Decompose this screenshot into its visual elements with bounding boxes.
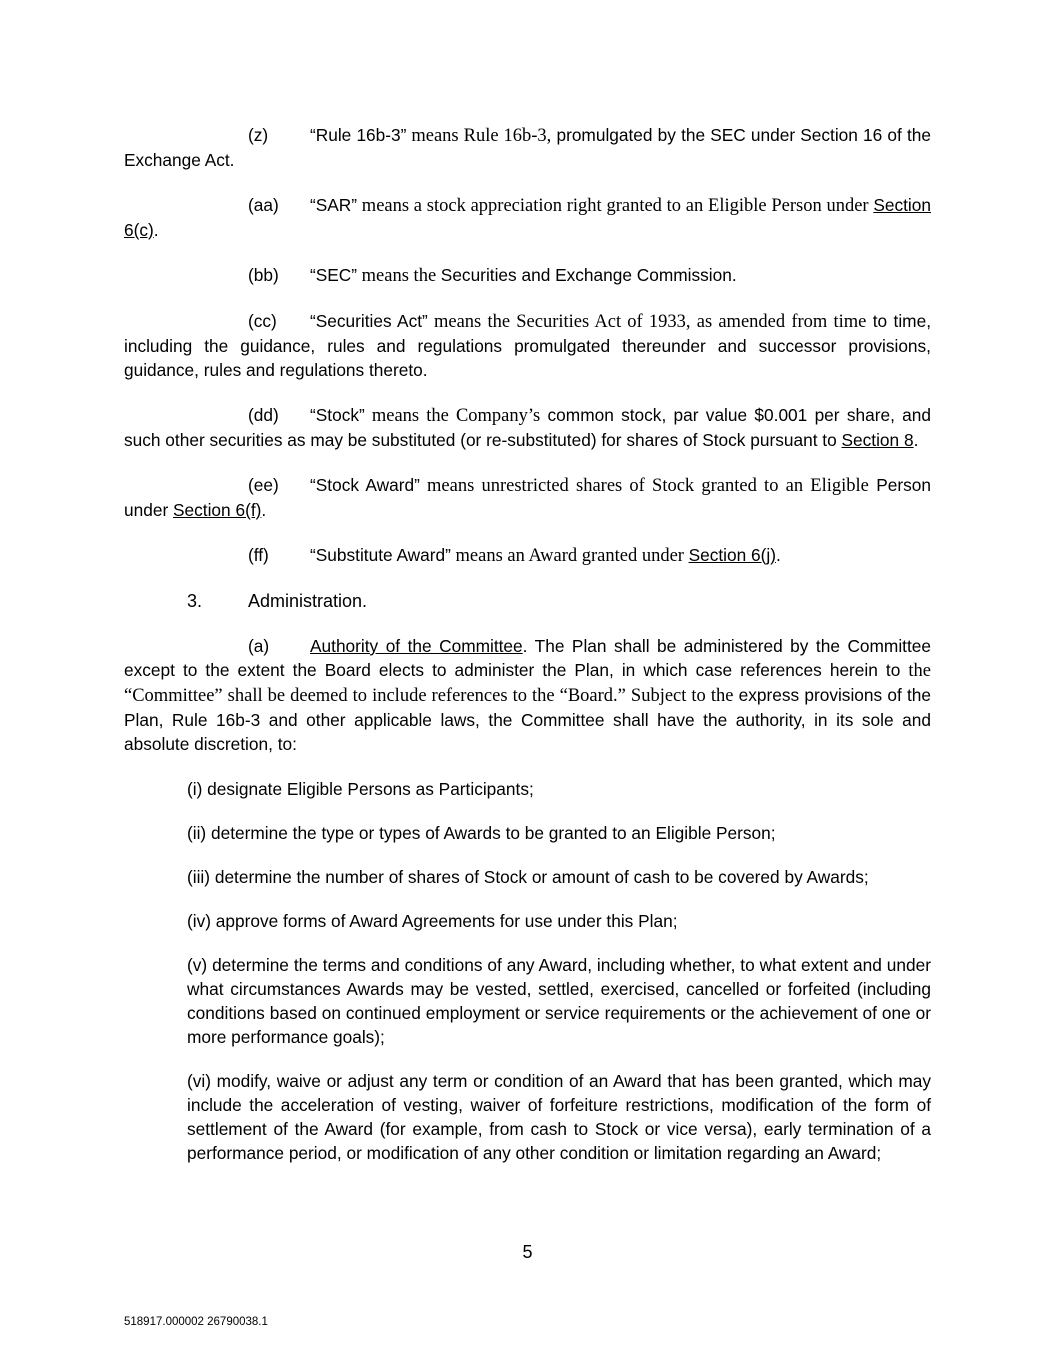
definition-text: means the Securities Act of 1933, as amended from time xyxy=(427,312,867,332)
definition-label: (aa) xyxy=(248,195,279,215)
definition-label: (cc) xyxy=(248,311,277,331)
list-item: (vi) modify, waive or adjust any term or condition of an Award that has been granted, which may include the acceleration of vesting, waiver of forfeiture restrictions, modification of the form of settlement of the Award (for example, from cash to Stock or vice versa), early termination of a performance period, or modification of any other condition or limitation regarding an Award; xyxy=(187,1071,931,1163)
list-item: (i) designate Eligible Persons as Participants; xyxy=(187,779,534,799)
page-number: 5 xyxy=(522,1242,533,1262)
definition-text: means the Company’s xyxy=(364,406,541,426)
definition-sec xyxy=(124,263,931,288)
defined-term: “SAR” xyxy=(310,195,358,215)
definition-text: means the xyxy=(357,266,441,286)
definition-label: (ee) xyxy=(248,475,279,495)
definition-text: means a stock appreciation right granted to an Eligible Person under xyxy=(357,196,874,216)
defined-term: “Stock” xyxy=(310,405,365,425)
paragraph-text: express provisions of the Plan, Rule 16b-3 and other applicable laws, the Committee shall have the authority, in its sole and absolute discretion, to: xyxy=(124,685,931,754)
section-reference: Section 6(c) xyxy=(124,195,931,240)
punctuation: . xyxy=(153,220,159,240)
definition-text: means unrestricted shares of Stock granted to an Eligible xyxy=(419,476,869,496)
definition-text: Person under xyxy=(124,475,932,520)
section-title: Administration. xyxy=(248,591,368,611)
list-item: (iii) determine the number of shares of Stock or amount of cash to be covered by Awards; xyxy=(187,867,869,887)
definition-label: (ff) xyxy=(248,545,269,565)
defined-term: “Rule 16b-3” xyxy=(310,125,407,145)
document-body xyxy=(124,123,931,1185)
section-reference: Section 6(j) xyxy=(688,545,776,565)
definition-label: (bb) xyxy=(248,265,279,285)
defined-term: “Stock Award” xyxy=(310,475,420,495)
definition-text: Securities and Exchange Commission. xyxy=(440,265,737,285)
definition-text: to time, including the guidance, rules and regulations promulgated thereunder and successor provisions, guidance, rules and regulations thereto. xyxy=(124,311,931,380)
definition-sar xyxy=(124,193,931,242)
definition-label: (dd) xyxy=(248,405,279,425)
section-number: 3. xyxy=(187,591,203,611)
definition-substitute-award xyxy=(124,543,931,568)
defined-term: “SEC” xyxy=(310,265,358,285)
paragraph-text: . The Plan shall be administered by the Committee except to the extent the Board elects to administer the Plan, in which case references herein to xyxy=(124,636,931,680)
document-id: 518917.000002 26790038.1 xyxy=(124,1316,268,1328)
definition-rule-16b-3 xyxy=(124,123,931,172)
defined-term: “Substitute Award” xyxy=(310,545,451,565)
list-item: (iv) approve forms of Award Agreements for use under this Plan; xyxy=(187,911,678,931)
section-reference: Section 8 xyxy=(841,430,914,450)
punctuation: . xyxy=(261,500,267,520)
definition-stock-award xyxy=(124,473,931,522)
definition-text: common stock, par value $0.001 per share, and such other securities as may be substituted (or re-substituted) for shares of Stock pursuant to xyxy=(124,405,932,450)
definition-text: means Rule 16b-3, xyxy=(406,126,552,146)
subsection-label: (a) xyxy=(248,636,270,656)
definition-stock xyxy=(124,403,931,452)
authority-paragraph xyxy=(124,634,931,756)
defined-term: “Securities Act” xyxy=(310,311,428,331)
section-reference: Section 6(f) xyxy=(173,500,262,520)
subsection-title: Authority of the Committee xyxy=(310,636,523,656)
definition-securities-act xyxy=(124,309,931,382)
definition-label: (z) xyxy=(248,125,269,145)
punctuation: . xyxy=(913,430,919,450)
definition-text: means an Award granted under xyxy=(450,546,689,566)
definition-text: promulgated by the SEC under Section 16 of the Exchange Act. xyxy=(124,125,931,170)
list-item: (v) determine the terms and conditions of any Award, including whether, to what extent and under what circumstances Awards may be vested, settled, exercised, cancelled or forfeited (including conditions based on continued employment or service requirements or the achievement of one or more performance goals); xyxy=(187,955,931,1047)
list-item: (ii) determine the type or types of Awards to be granted to an Eligible Person; xyxy=(187,823,776,843)
punctuation: . xyxy=(776,545,781,565)
paragraph-text: the “Committee” shall be deemed to include references to the “Board.” Subject to the xyxy=(124,661,931,706)
section-heading-administration xyxy=(124,589,931,613)
